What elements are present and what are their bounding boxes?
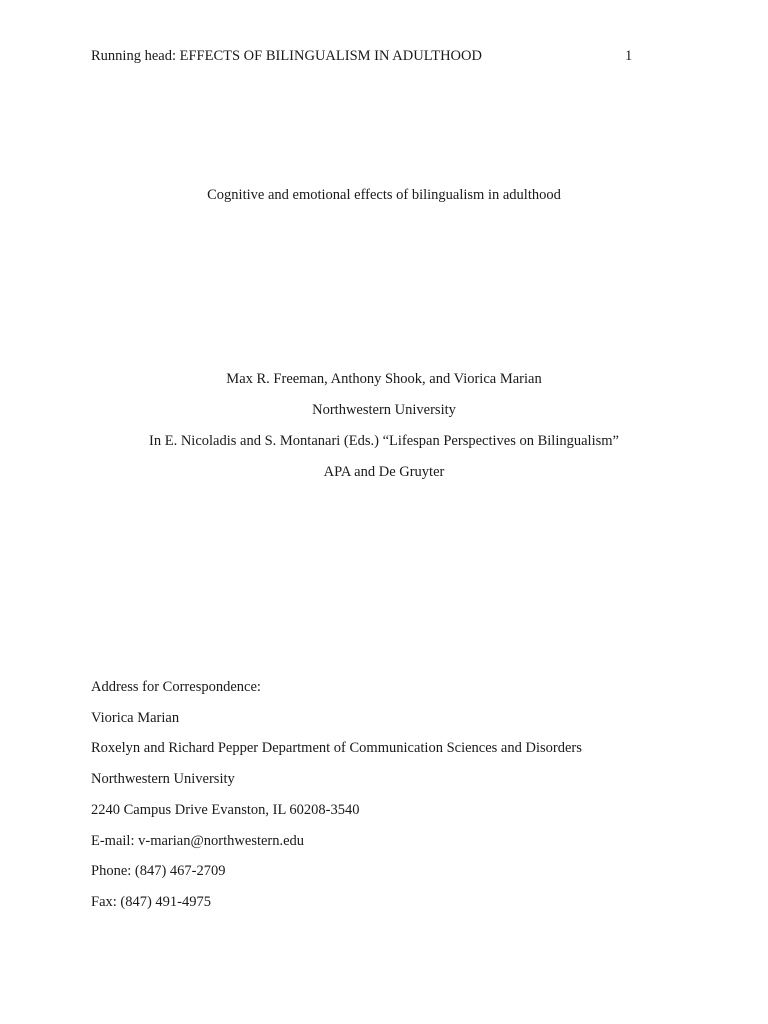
correspondence-department: Roxelyn and Richard Pepper Department of Communication Sciences and Disorders bbox=[91, 740, 582, 756]
affiliation: Northwestern University bbox=[312, 402, 456, 418]
correspondence-phone: Phone: (847) 467-2709 bbox=[91, 863, 226, 879]
paper-title: Cognitive and emotional effects of bilingualism in adulthood bbox=[207, 187, 561, 203]
correspondence-name: Viorica Marian bbox=[91, 710, 180, 726]
correspondence-university: Northwestern University bbox=[91, 771, 235, 787]
citation: In E. Nicoladis and S. Montanari (Eds.) “Lifespan Perspectives on Bilingualism” bbox=[149, 433, 619, 449]
running-head: Running head: EFFECTS OF BILINGUALISM IN ADULTHOOD bbox=[91, 48, 482, 64]
correspondence-heading: Address for Correspondence: bbox=[91, 679, 261, 695]
publisher: APA and De Gruyter bbox=[323, 464, 445, 480]
correspondence-email: E-mail: v-marian@northwestern.edu bbox=[91, 833, 305, 849]
correspondence-fax: Fax: (847) 491-4975 bbox=[91, 894, 212, 910]
author-list: Max R. Freeman, Anthony Shook, and Viorica Marian bbox=[226, 371, 542, 387]
page-number: 1 bbox=[625, 48, 633, 64]
correspondence-address: 2240 Campus Drive Evanston, IL 60208-3540 bbox=[91, 802, 360, 818]
